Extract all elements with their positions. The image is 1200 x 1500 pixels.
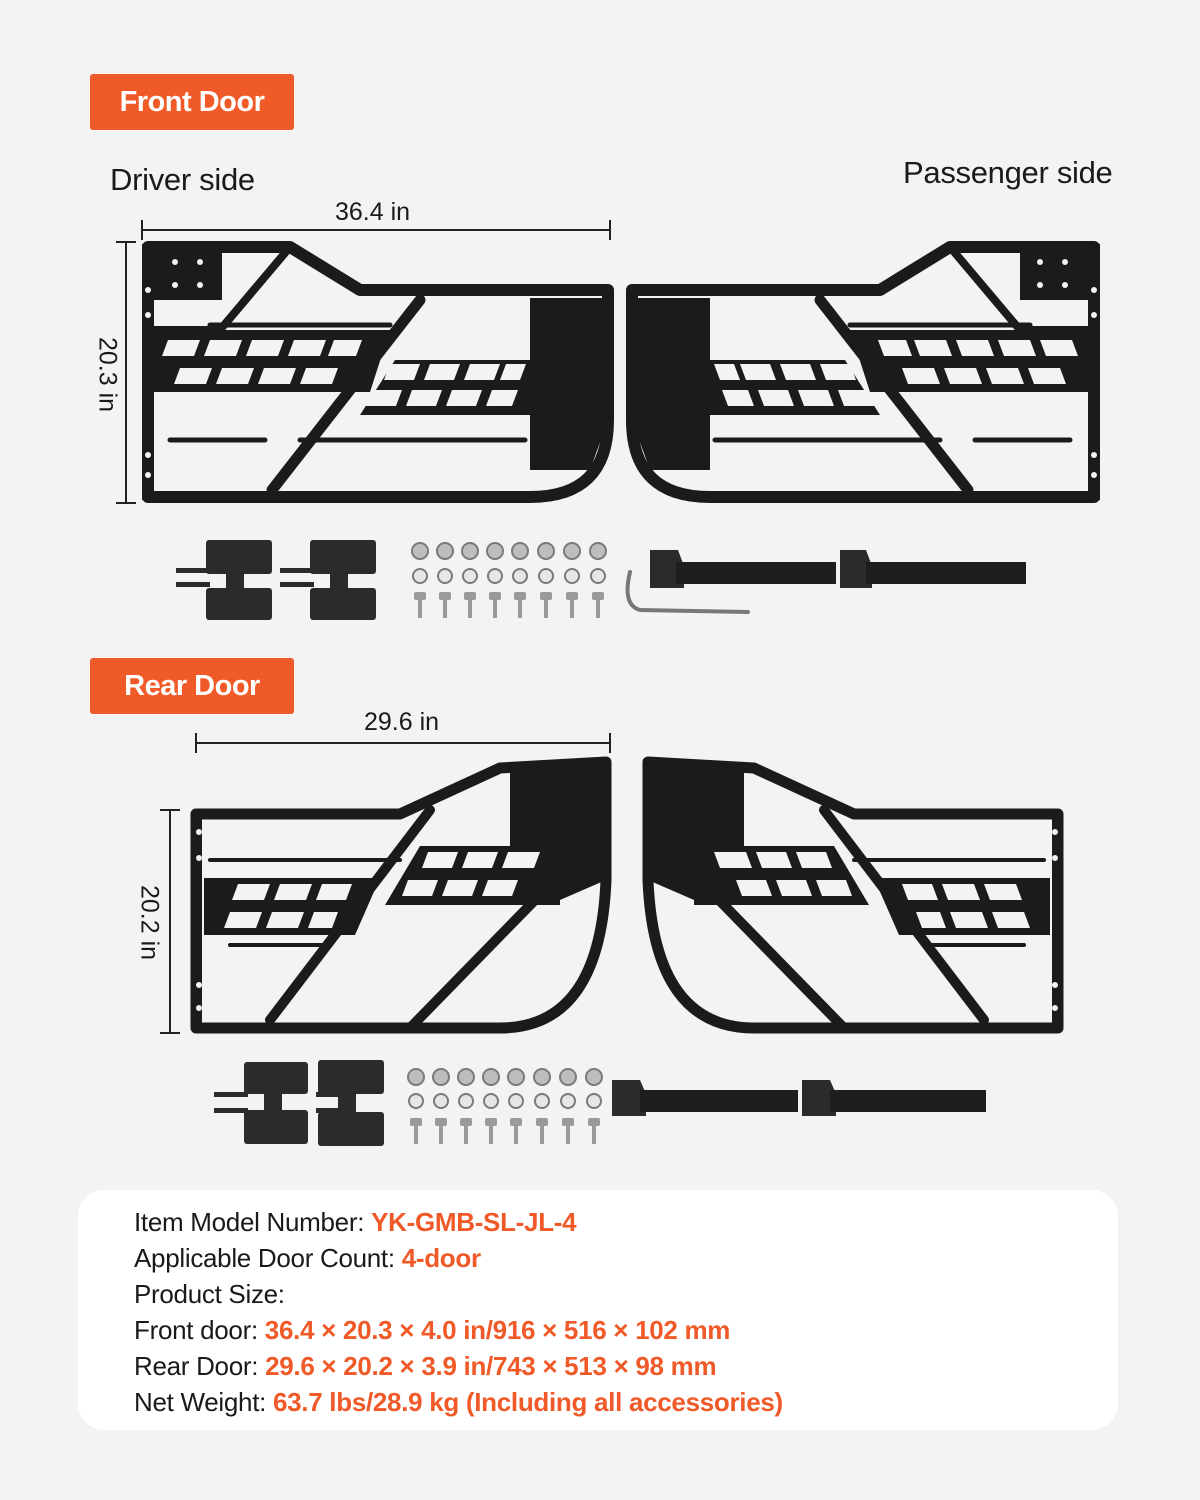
front-passenger-door [632, 244, 1100, 500]
front-width-label: 36.4 in [335, 198, 411, 226]
rear-bolt-icon [410, 1118, 600, 1144]
front-height-label: 20.3 in [93, 336, 122, 413]
spec-model-line: Item Model Number: YK-GMB-SL-JL-4 [134, 1207, 577, 1237]
spec-front-line: Front door: 36.4 × 20.3 × 4.0 in/916 × 516 × 102 mm [134, 1315, 731, 1345]
front-width-dimension [142, 220, 610, 240]
rear-height-label: 20.2 in [135, 884, 164, 961]
spec-count-line: Applicable Door Count: 4-door [134, 1243, 481, 1273]
front-door-badge: Front Door [90, 74, 294, 130]
spec-count-value: 4-door [401, 1243, 481, 1273]
spec-weight-line: Net Weight: 63.7 lbs/28.9 kg (Including all accessories) [134, 1387, 783, 1417]
spec-rear-value: 29.6 × 20.2 × 3.9 in/743 × 513 × 98 mm [265, 1351, 717, 1381]
rear-width-dimension [196, 733, 610, 753]
spec-rear-line: Rear Door: 29.6 × 20.2 × 3.9 in/743 × 513 × 98 mm [134, 1351, 717, 1381]
front-driver-panel [142, 244, 608, 500]
rear-width-label: 29.6 in [364, 708, 440, 736]
rear-washer-icon [408, 1069, 602, 1108]
front-bolt-icon [414, 592, 604, 618]
front-washer-icon [412, 543, 606, 583]
spec-weight-value: 63.7 lbs/28.9 kg (Including all accessories) [272, 1387, 783, 1417]
spec-front-value: 36.4 × 20.3 × 4.0 in/916 × 516 × 102 mm [264, 1315, 731, 1345]
spec-size-heading: Product Size: [134, 1279, 285, 1309]
driver-side-label: Driver side [110, 162, 255, 197]
passenger-side-label: Passenger side [903, 155, 1113, 190]
rear-left-door [192, 760, 606, 1032]
rear-height-dimension [160, 810, 180, 1033]
spec-model-value: YK-GMB-SL-JL-4 [371, 1207, 577, 1237]
front-hinge-bracket-icon [176, 540, 376, 620]
rear-right-door [648, 760, 1062, 1032]
rear-hinge-bracket-icon [214, 1060, 384, 1146]
front-door-strap-icon [650, 550, 1026, 588]
rear-door-strap-icon [612, 1080, 986, 1116]
spec-card [78, 1190, 1118, 1430]
rear-door-badge: Rear Door [90, 658, 294, 714]
front-height-dimension [116, 242, 136, 503]
